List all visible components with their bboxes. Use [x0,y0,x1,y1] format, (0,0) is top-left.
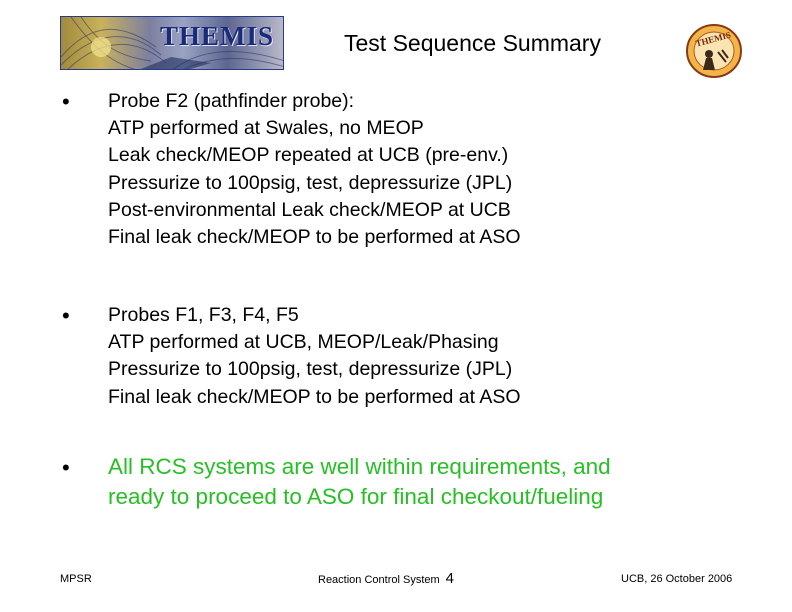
bullet-1-line: Leak check/MEOP repeated at UCB (pre-env.) [108,144,509,167]
bullet-block-2 [108,302,521,411]
bullet-1-line: ATP performed at Swales, no MEOP [108,117,424,140]
footer-center [318,570,454,587]
bullet-block-1 [108,88,521,251]
footer-page-number: 4 [445,570,455,587]
themis-wordmark: THEMIS [159,21,275,51]
bullet-2-line: Final leak check/MEOP to be performed at ASO [108,385,521,408]
bullet-1-line: Pressurize to 100psig, test, depressurize (JPL) [108,171,513,194]
bullet-1-line: Post-environmental Leak check/MEOP at UCB [108,198,511,221]
bullet-1-line: Final leak check/MEOP to be performed at ASO [108,225,521,248]
bullet-marker-2: • [62,303,70,328]
seal-text: THEMIS [694,29,732,49]
themis-mission-seal [684,22,744,80]
bullet-2-line: ATP performed at UCB, MEOP/Leak/Phasing [108,331,499,354]
bullet-2-line: Probes F1, F3, F4, F5 [108,304,299,326]
footer-date: UCB, 26 October 2006 [621,573,733,585]
bullet-block-3 [108,452,611,512]
bullet-3-line: All RCS systems are well within requirements, and [108,454,611,479]
bullet-marker-3: • [62,455,70,480]
bullet-3-line: ready to proceed to ASO for final checkout/fueling [108,484,604,509]
bullet-1-line: Probe F2 (pathfinder probe): [108,90,355,112]
footer-section-title: Reaction Control System [318,574,440,586]
bullet-2-line: Pressurize to 100psig, test, depressurize (JPL) [108,358,513,381]
footer-org: MPSR [60,573,92,585]
slide-title: Test Sequence Summary [344,30,601,56]
bullet-marker-1: • [62,89,70,114]
themis-banner-logo [60,16,284,70]
